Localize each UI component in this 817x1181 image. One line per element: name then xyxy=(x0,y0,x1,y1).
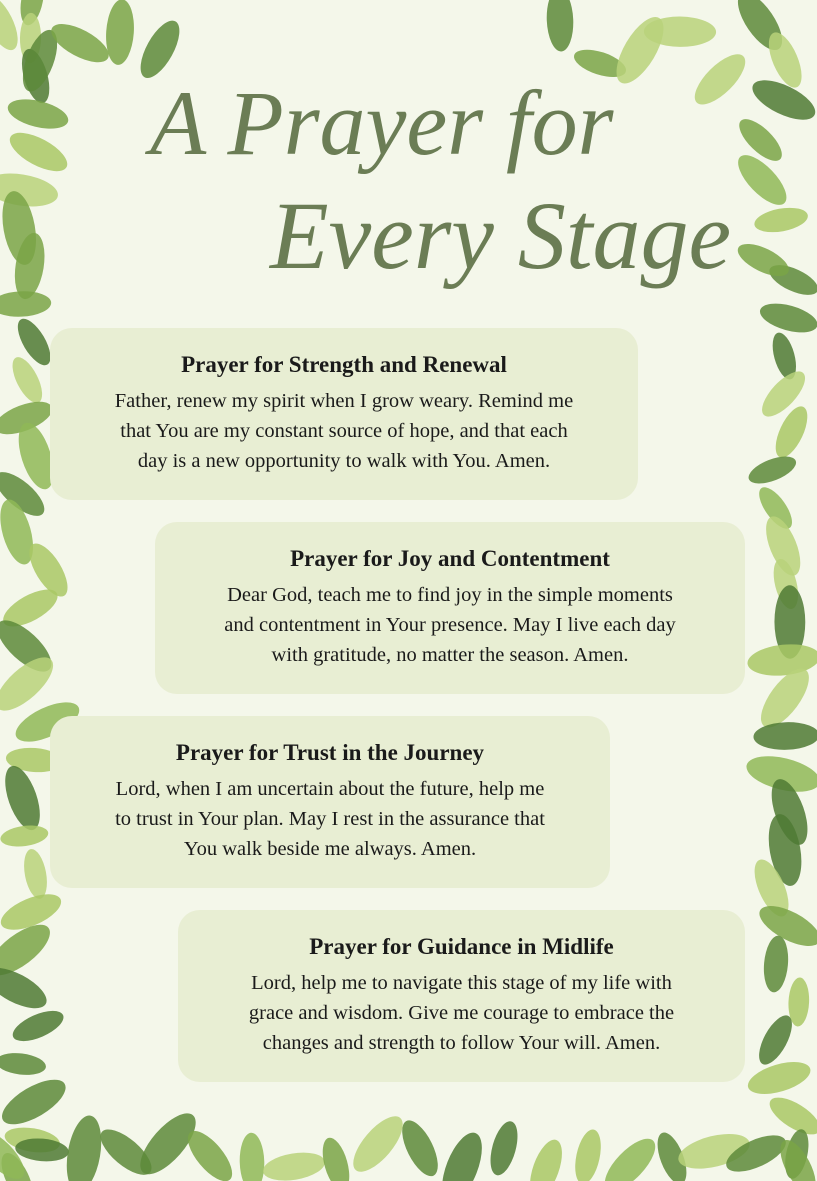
prayer-card-strength xyxy=(50,328,638,500)
leaf-icon xyxy=(0,1071,72,1133)
title-line-2: Every Stage xyxy=(270,182,732,289)
leaf-icon xyxy=(597,1131,663,1181)
prayer-heading: Prayer for Guidance in Midlife xyxy=(309,934,614,959)
leaf-icon xyxy=(747,72,817,128)
leaf-icon xyxy=(757,298,817,338)
leaf-icon xyxy=(0,290,52,318)
prayer-text: Father, renew my spirit when I grow weary. Remind me that You are my constant source of hope, and that each day is a new opportunity to walk with You. Amen. xyxy=(114,390,574,472)
leaf-icon xyxy=(571,1127,605,1181)
leaf-icon xyxy=(4,125,73,179)
leaf-icon xyxy=(0,762,47,835)
leaf-icon xyxy=(434,1127,490,1181)
leaf-icon xyxy=(104,0,136,66)
prayer-card-trust xyxy=(50,716,610,888)
leaf-icon xyxy=(261,1149,327,1181)
title-line-1: A Prayer for xyxy=(150,72,614,174)
leaf-icon xyxy=(9,1005,68,1048)
leaf-icon xyxy=(753,721,817,751)
prayer-card-joy xyxy=(155,522,745,694)
leaf-icon xyxy=(20,847,50,901)
leaf-icon xyxy=(762,935,791,994)
leaf-icon xyxy=(0,1051,47,1078)
leaf-icon xyxy=(485,1118,522,1178)
leaf-icon xyxy=(745,451,800,489)
prayer-text: Lord, when I am uncertain about the future, help me to trust in Your plan. May I rest in the assurance that You walk beside me always. Amen. xyxy=(115,778,545,860)
leaf-icon xyxy=(524,1136,569,1181)
leaf-icon xyxy=(62,1113,107,1181)
leaf-icon xyxy=(546,0,575,52)
prayer-heading: Prayer for Strength and Renewal xyxy=(181,352,507,377)
prayer-card-guidance xyxy=(178,910,745,1082)
leaf-icon xyxy=(764,1090,817,1141)
leaf-icon xyxy=(0,823,50,850)
leaf-icon xyxy=(345,1109,411,1180)
prayer-text: Dear God, teach me to find joy in the simple moments and contentment in Your presence. May I live each day with gratitude, no matter the season. Amen. xyxy=(224,584,676,666)
leaf-icon xyxy=(318,1135,355,1181)
prayer-text: Lord, help me to navigate this stage of my life with grace and wisdom. Give me courage to embrace the changes and strength to follow Your will. Amen. xyxy=(248,972,675,1054)
prayer-heading: Prayer for Joy and Contentment xyxy=(290,546,610,571)
leaf-icon xyxy=(744,1056,814,1101)
leaf-icon xyxy=(239,1132,265,1181)
prayer-heading: Prayer for Trust in the Journey xyxy=(175,740,485,765)
